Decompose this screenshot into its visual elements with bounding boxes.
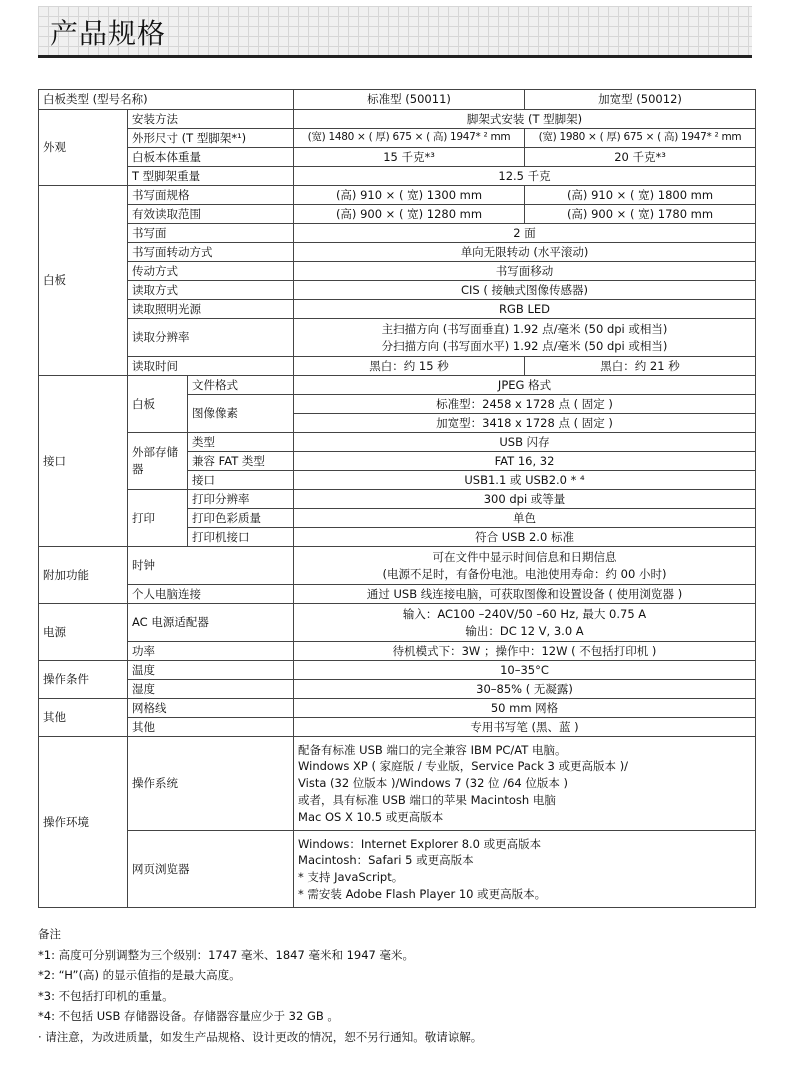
browser-line: * 需安装 Adobe Flash Player 10 或更高版本。 (298, 886, 547, 901)
row-value (294, 319, 756, 357)
table-row (39, 547, 756, 585)
row-value: 30–85% ( 无凝露) (294, 680, 756, 699)
subgroup-storage: 外部存储器 (128, 433, 188, 490)
row-label: 书写面 (128, 224, 294, 243)
row-value: 2 面 (294, 224, 756, 243)
row-value: 通过 USB 线连接电脑，可获取图像和设置设备 ( 使用浏览器 ) (294, 585, 756, 604)
row-value-standard: (宽) 1480 × ( 厚) 675 × ( 高) 1947* ² mm (294, 129, 525, 148)
row-value-wide: 黑白：约 21 秒 (525, 357, 756, 376)
row-label: 传动方式 (128, 262, 294, 281)
row-label: 温度 (128, 661, 294, 680)
row-value: 标准型：2458 x 1728 点 ( 固定 ) (294, 395, 756, 414)
header-standard: 标准型 (50011) (294, 90, 525, 110)
table-row (39, 148, 756, 167)
adapter-input: 输入：AC100 –240V/50 –60 Hz, 最大 0.75 A (402, 606, 647, 621)
row-label: 图像像素 (188, 395, 294, 433)
note-item: · 请注意，为改进质量，如发生产品规格、设计更改的情况，恕不另行通知。敬请谅解。 (38, 1029, 483, 1044)
notes-section (38, 924, 758, 1047)
row-value (294, 547, 756, 585)
os-requirements (294, 737, 756, 831)
browser-line: Windows：Internet Explorer 8.0 或更高版本 (298, 836, 542, 851)
row-label: T 型脚架重量 (128, 167, 294, 186)
page-title: 产品规格 (50, 17, 167, 50)
row-label: 其他 (128, 718, 294, 737)
os-line: Mac OS X 10.5 或更高版本 (298, 809, 444, 824)
row-value: CIS ( 接触式图像传感器) (294, 281, 756, 300)
row-value: 专用书写笔 (黑、蓝 ) (294, 718, 756, 737)
row-value-standard: (高) 900 × ( 宽) 1280 mm (294, 205, 525, 224)
header-wide: 加宽型 (50012) (525, 90, 756, 110)
row-value: 300 dpi 或等量 (294, 490, 756, 509)
os-line: 配备有标准 USB 端口的完全兼容 IBM PC/AT 电脑。 (298, 742, 567, 757)
row-value: 单色 (294, 509, 756, 528)
row-value: JPEG 格式 (294, 376, 756, 395)
row-value: 50 mm 网格 (294, 699, 756, 718)
row-label: 网页浏览器 (128, 831, 294, 908)
row-label: 读取时间 (128, 357, 294, 376)
row-value: 待机模式下：3W ；操作中：12W ( 不包括打印机 ) (294, 642, 756, 661)
row-value: 加宽型：3418 x 1728 点 ( 固定 ) (294, 414, 756, 433)
table-row (39, 300, 756, 319)
os-line: 或者，具有标准 USB 端口的苹果 Macintosh 电脑 (298, 792, 556, 807)
table-row (39, 661, 756, 680)
resolution-sub: 分扫描方向 (书写面水平) 1.92 点/毫米 (50 dpi 或相当) (381, 338, 668, 353)
row-label: 白板本体重量 (128, 148, 294, 167)
table-row (39, 642, 756, 661)
table-row (39, 110, 756, 129)
page-header (38, 6, 752, 58)
header-label: 白板类型 (型号名称) (39, 90, 294, 110)
row-label: 操作系统 (128, 737, 294, 831)
table-row (39, 604, 756, 642)
table-row (39, 737, 756, 831)
row-label: 读取分辨率 (128, 319, 294, 357)
subgroup-print: 打印 (128, 490, 188, 547)
table-row (39, 186, 756, 205)
table-row (39, 281, 756, 300)
table-row (39, 699, 756, 718)
os-line: Vista (32 位版本 )/Windows 7 (32 位 /64 位版本 ) (298, 776, 569, 791)
row-value-wide: (高) 910 × ( 宽) 1800 mm (525, 186, 756, 205)
row-label: 打印机接口 (188, 528, 294, 547)
row-value-wide: (宽) 1980 × ( 厚) 675 × ( 高) 1947* ² mm (525, 129, 756, 148)
row-value: USB 闪存 (294, 433, 756, 452)
row-label: 文件格式 (188, 376, 294, 395)
os-line: Windows XP ( 家庭版 / 专业版，Service Pack 3 或更高版本 )/ (298, 759, 629, 774)
clock-line-1: 可在文件中显示时间信息和日期信息 (432, 549, 617, 564)
row-value: RGB LED (294, 300, 756, 319)
group-appearance: 外观 (39, 110, 128, 186)
note-item: *1: 高度可分别调整为三个级别：1747 毫米、1847 毫米和 1947 毫米。 (38, 947, 415, 962)
table-row (39, 831, 756, 908)
row-value: 脚架式安装 (T 型脚架) (294, 110, 756, 129)
table-row (39, 433, 756, 452)
table-row (39, 718, 756, 737)
row-value-standard: 黑白：约 15 秒 (294, 357, 525, 376)
note-item: *2: “H”(高) 的显示值指的是最大高度。 (38, 968, 241, 982)
row-label: 湿度 (128, 680, 294, 699)
browser-line: * 支持 JavaScript。 (298, 870, 404, 884)
row-value-wide: 20 千克*³ (525, 148, 756, 167)
table-row (39, 167, 756, 186)
row-label: 类型 (188, 433, 294, 452)
note-item: *4: 不包括 USB 存储器设备。存储器容量应少于 32 GB 。 (38, 1009, 339, 1023)
row-label: 打印色彩质量 (188, 509, 294, 528)
row-value-standard: (高) 910 × ( 宽) 1300 mm (294, 186, 525, 205)
row-value-standard: 15 千克*³ (294, 148, 525, 167)
group-environment: 操作环境 (39, 737, 128, 908)
notes-heading: 备注 (38, 927, 61, 941)
table-row (39, 129, 756, 148)
group-other: 其他 (39, 699, 128, 737)
row-value: 单向无限转动 (水平滚动) (294, 243, 756, 262)
row-label: 时钟 (128, 547, 294, 585)
row-value: USB1.1 或 USB2.0 * ⁴ (294, 471, 756, 490)
table-row (39, 319, 756, 357)
adapter-output: 输出：DC 12 V, 3.0 A (465, 623, 584, 638)
group-extra: 附加功能 (39, 547, 128, 604)
row-label: 读取方式 (128, 281, 294, 300)
table-row (39, 224, 756, 243)
group-board: 白板 (39, 186, 128, 376)
note-item: *3: 不包括打印机的重量。 (38, 988, 174, 1003)
subgroup-board: 白板 (128, 376, 188, 433)
row-label: 安装方法 (128, 110, 294, 129)
table-row (39, 90, 756, 110)
table-row (39, 376, 756, 395)
row-label: 书写面规格 (128, 186, 294, 205)
row-label: 有效读取范围 (128, 205, 294, 224)
table-row (39, 680, 756, 699)
row-value: 12.5 千克 (294, 167, 756, 186)
header-rule (38, 55, 752, 58)
row-label: 网格线 (128, 699, 294, 718)
group-interface: 接口 (39, 376, 128, 547)
table-row (39, 262, 756, 281)
row-value (294, 604, 756, 642)
row-label: 外形尺寸 (T 型脚架*¹) (128, 129, 294, 148)
table-row (39, 205, 756, 224)
row-value: 符合 USB 2.0 标准 (294, 528, 756, 547)
table-row (39, 490, 756, 509)
group-operating: 操作条件 (39, 661, 128, 699)
resolution-main: 主扫描方向 (书写面垂直) 1.92 点/毫米 (50 dpi 或相当) (381, 321, 668, 336)
row-value-wide: (高) 900 × ( 宽) 1780 mm (525, 205, 756, 224)
row-label: 读取照明光源 (128, 300, 294, 319)
group-power: 电源 (39, 604, 128, 661)
row-value: 书写面移动 (294, 262, 756, 281)
row-label: AC 电源适配器 (128, 604, 294, 642)
row-label: 功率 (128, 642, 294, 661)
table-row (39, 585, 756, 604)
clock-line-2: (电源不足时，有备份电池。电池使用寿命：约 00 小时) (382, 566, 667, 581)
table-row (39, 357, 756, 376)
row-label: 接口 (188, 471, 294, 490)
row-label: 书写面转动方式 (128, 243, 294, 262)
browser-line: Macintosh：Safari 5 或更高版本 (298, 853, 474, 868)
row-label: 个人电脑连接 (128, 585, 294, 604)
row-label: 兼容 FAT 类型 (188, 452, 294, 471)
row-label: 打印分辨率 (188, 490, 294, 509)
browser-requirements (294, 831, 756, 908)
row-value: FAT 16, 32 (294, 452, 756, 471)
row-value: 10–35°C (294, 661, 756, 680)
spec-table (38, 89, 756, 908)
table-row (39, 243, 756, 262)
